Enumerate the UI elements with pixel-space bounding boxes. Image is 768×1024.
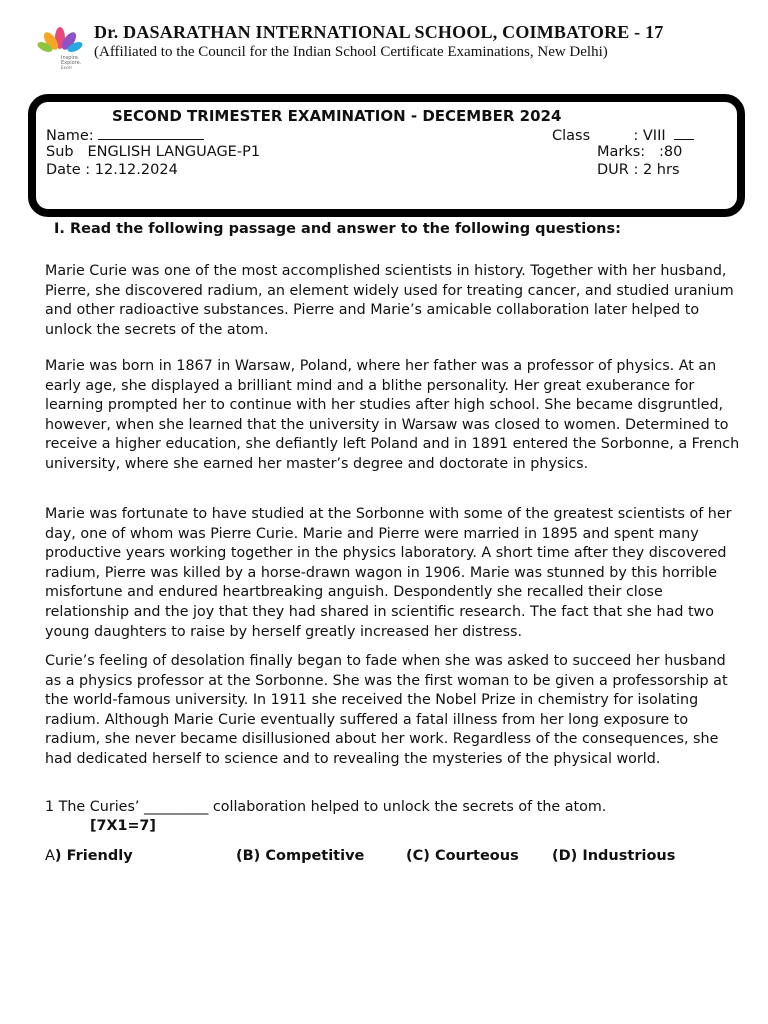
marks-label: Marks: bbox=[597, 144, 646, 160]
duration-value: : 2 hrs bbox=[633, 162, 680, 178]
date-field bbox=[46, 161, 178, 179]
school-name: Dr. DASARATHAN INTERNATIONAL SCHOOL, COIMBATORE - 17 bbox=[94, 22, 664, 42]
option-a-text: ) Friendly bbox=[54, 848, 133, 864]
subject-label: Sub bbox=[46, 144, 74, 160]
option-c: (C) Courteous bbox=[406, 848, 519, 864]
option-d: (D) Industrious bbox=[552, 848, 676, 864]
date-label: Date bbox=[46, 162, 81, 178]
class-label: Class bbox=[552, 128, 591, 144]
svg-text:Excel: Excel bbox=[61, 65, 72, 70]
section-heading: I. Read the following passage and answer to the following questions: bbox=[54, 221, 621, 237]
date-value: : 12.12.2024 bbox=[85, 162, 178, 178]
class-value: : VIII bbox=[633, 128, 666, 144]
passage-paragraph: Marie was fortunate to have studied at the Sorbonne with some of the greatest scientists of her day, one of whom was Pierre Curie. Marie and Pierre were married in 1895 and spent many productive years working together in the physics laboratory. A short time after they discovered radium, Pierre was killed by a horse-drawn wagon in 1906. Marie was stunned by this horrible misfortune and endured heartbreaking anguish. Despondently she recalled their close relationship and the joy that they had shared in scientific research. The fact that she had two young daughters to raise by herself greatly increased her distress. bbox=[45, 506, 732, 640]
class-blank bbox=[674, 125, 694, 140]
name-field bbox=[46, 125, 204, 145]
name-label: Name: bbox=[46, 128, 94, 144]
exam-title: SECOND TRIMESTER EXAMINATION - DECEMBER 2024 bbox=[112, 107, 562, 125]
question-text: 1 The Curies’ _________ collaboration helped to unlock the secrets of the atom. bbox=[45, 799, 607, 815]
duration-field bbox=[597, 161, 680, 179]
option-b: (B) Competitive bbox=[236, 848, 365, 864]
passage-paragraph: Marie was born in 1867 in Warsaw, Poland, where her father was a professor of physics. At an early age, she displayed a brilliant mind and a blithe personality. Her great exuberance for learning prompted her to continue with her studies after high school. She became disgruntled, however, when she learned that the university in Warsaw was closed to women. Determined to receive a higher education, she defiantly left Poland and in 1891 entered the Sorbonne, a French university, where she earned her master’s degree and doctorate in physics. bbox=[45, 358, 740, 472]
svg-text:Inspire.: Inspire. bbox=[61, 55, 80, 61]
subject-field bbox=[46, 143, 260, 161]
duration-label: DUR bbox=[597, 162, 629, 178]
subject-value: ENGLISH LANGUAGE-P1 bbox=[87, 144, 261, 160]
option-a-letter: A bbox=[45, 848, 55, 864]
marks-field bbox=[597, 143, 682, 161]
question-marks: [7X1=7] bbox=[90, 818, 156, 834]
passage-paragraph: Marie Curie was one of the most accomplished scientists in history. Together with her husband, Pierre, she discovered radium, an element widely used for treating cancer, and studied uranium and other radioactive substances. Pierre and Marie’s amicable collaboration later helped to unlock the secrets of the atom. bbox=[45, 263, 734, 338]
school-logo bbox=[34, 22, 86, 70]
class-field bbox=[552, 125, 694, 145]
marks-value: :80 bbox=[659, 144, 683, 160]
affiliation-text: (Affiliated to the Council for the Indian School Certificate Examinations, New Delhi) bbox=[94, 44, 608, 60]
name-blank bbox=[98, 125, 204, 140]
passage-paragraph: Curie’s feeling of desolation finally began to fade when she was asked to succeed her husband as a physics professor at the Sorbonne. She was the first woman to be given a professorship at the world-famous university. In 1911 she received the Nobel Prize in chemistry for isolating radium. Although Marie Curie eventually suffered a fatal illness from her long exposure to radium, she never became disillusioned about her work. Regardless of the consequences, she had dedicated herself to science and to revealing the mysteries of the physical world. bbox=[45, 653, 728, 767]
option-a bbox=[45, 848, 133, 864]
svg-text:Explore.: Explore. bbox=[61, 60, 82, 66]
